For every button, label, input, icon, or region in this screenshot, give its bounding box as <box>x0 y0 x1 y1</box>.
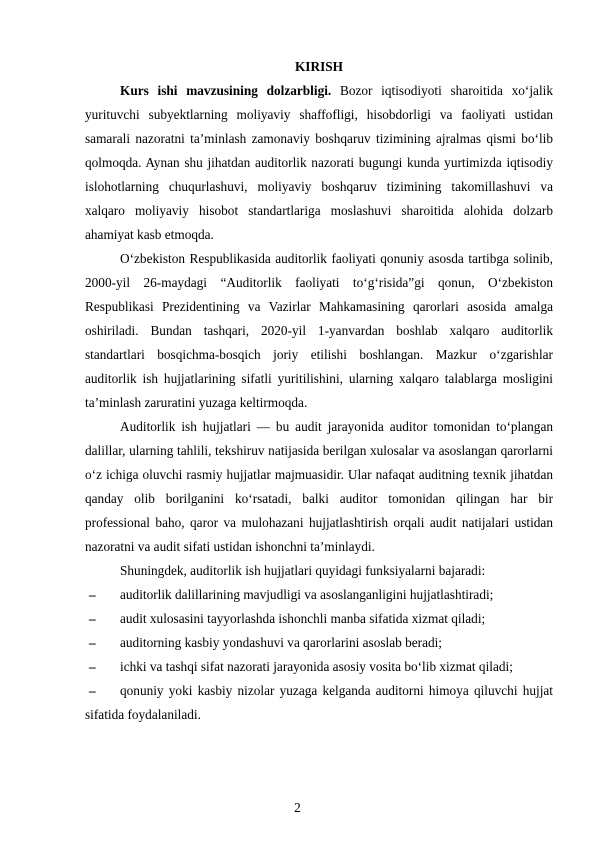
paragraph-lead: Kurs ishi mavzusining dolzarbligi. <box>120 83 332 98</box>
paragraph-text: Bozor iqtisodiyoti sharoitida xo‘jalik yurituvchi subyektlarning moliyaviy shaffofligi, hisobdorligi va faoliyati ustidan samarali nazoratni ta’minlash zamonaviy boshqaruv tizimining ajralmas qismi bo‘lib qolmoqda. Aynan shu jihatdan auditorlik nazorati bugungi kunda yurtimizda iqtisodiy islohotlarning chuqurlashuvi, moliyaviy boshqaruv tizimining takomillashuvi va xalqaro moliyaviy hisobot standartlariga moslashuvi sharoitida alohida dolzarb ahamiyat kasb etmoqda. <box>85 83 553 242</box>
list-item <box>85 631 553 655</box>
list-item <box>85 679 553 727</box>
list-item-text: audit xulosasini tayyorlashda ishonchli manba sifatida xizmat qiladi; <box>120 611 486 626</box>
paragraph-legal-basis: O‘zbekiston Respublikasida auditorlik faoliyati qonuniy asosda tartibga solinib, 2000-yil 26-maydagi “Auditorlik faoliyati to‘g‘risida”gi qonun, O‘zbekiston Respublikasi Prezidentining va Vazirlar Mahkamasining qarorlari asosida amalga oshiriladi. Bundan tashqari, 2020-yil 1-yanvardan boshlab xalqaro auditorlik standartlari bosqichma-bosqich joriy etilishi boshlangan. Mazkur o‘zgarishlar auditorlik ish hujjatlarining sifatli yuritilishini, ularning xalqaro talablarga mosligini ta’minlash zaruratini yuzaga keltirmoqda. <box>85 251 553 410</box>
paragraph-functions-intro: Shuningdek, auditorlik ish hujjatlari quyidagi funksiyalarni bajaradi: <box>120 563 486 578</box>
dash-bullet-icon: – <box>89 635 96 650</box>
paragraph-definition: Auditorlik ish hujjatlari — bu audit jarayonida auditor tomonidan to‘plangan dalillar, ularning tahlili, tekshiruv natijasida berilgan xulosalar va asoslangan qarorlarni o‘z ichiga oluvchi rasmiy hujjatlar majmuasidir. Ular nafaqat auditning texnik jihatdan qanday olib borilganini ko‘rsatadi, balki auditor tomonidan qilingan har bir professional baho, qaror va mulohazani hujjatlashtirish orqali audit natijalari ustidan nazoratni va audit sifati ustidan ishonchni ta’minlaydi. <box>85 419 553 554</box>
dash-bullet-icon: – <box>89 659 96 674</box>
page-number: 2 <box>294 800 301 815</box>
list-item <box>85 607 553 631</box>
paragraph-relevance <box>85 79 553 247</box>
dash-bullet-icon: – <box>89 587 96 602</box>
list-item <box>85 655 553 679</box>
dash-bullet-icon: – <box>89 683 96 698</box>
functions-list <box>85 583 553 727</box>
list-item-text: auditorning kasbiy yondashuvi va qarorlarini asoslab beradi; <box>120 635 443 650</box>
dash-bullet-icon: – <box>89 611 96 626</box>
list-item-text: ichki va tashqi sifat nazorati jarayonida asosiy vosita bo‘lib xizmat qiladi; <box>120 659 513 674</box>
list-item-text: qonuniy yoki kasbiy nizolar yuzaga kelganda auditorni himoya qiluvchi hujjat sifatida foydalaniladi. <box>85 683 553 722</box>
document-body <box>85 55 553 727</box>
section-title: KIRISH <box>294 59 344 74</box>
list-item-text: auditorlik dalillarining mavjudligi va asoslanganligini hujjatlashtiradi; <box>120 587 494 602</box>
list-item <box>85 583 553 607</box>
